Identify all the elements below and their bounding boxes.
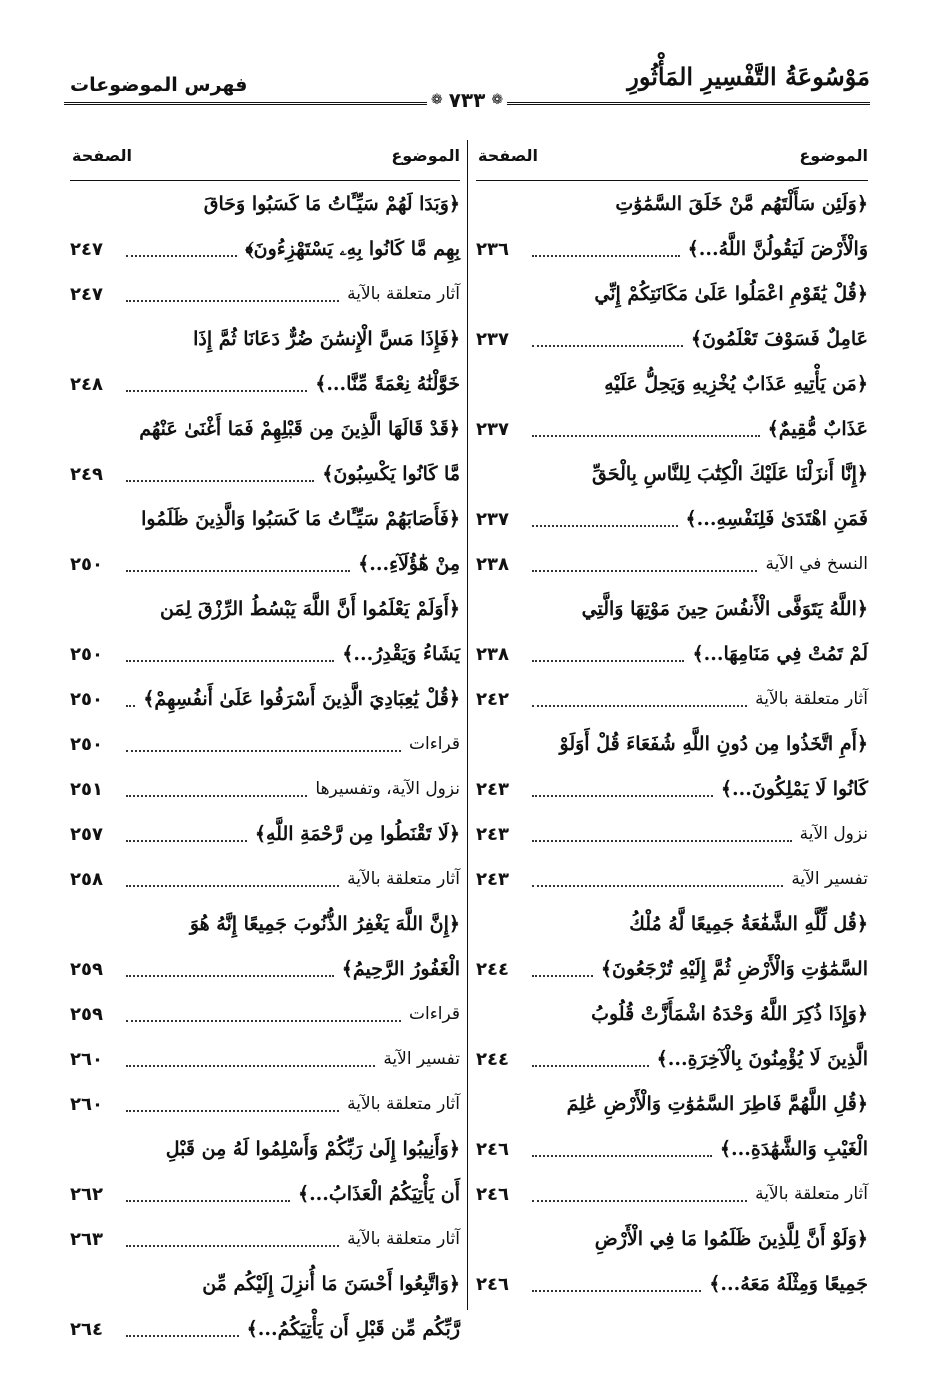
entry-topic: ﴿وَأَنِيبُوا إِلَىٰ رَبِّكُمْ وَأَسْلِمُوا لَهُ مِن قَبْلِ	[165, 1138, 460, 1160]
entry-topic: فَمَنِ اهْتَدَىٰ فَلِنَفْسِهِ...﴾	[685, 508, 868, 530]
entry-topic: نزول الآية	[799, 824, 868, 844]
leader-dots	[532, 344, 683, 347]
index-entry	[70, 362, 460, 407]
entry-page-number: ٢٥٩	[70, 959, 103, 980]
entry-topic: ﴿لَا تَقْنَطُوا مِن رَّحْمَةِ اللَّهِ﴾	[254, 823, 460, 845]
entry-topic: ﴿وَلَوْ أَنَّ لِلَّذِينَ ظَلَمُوا مَا فِي الْأَرْضِ	[594, 1228, 868, 1250]
index-entry-line	[476, 722, 868, 767]
entry-page-number: ٢٥٧	[70, 824, 103, 845]
index-entry	[70, 227, 460, 272]
entry-topic: كَانُوا لَا يَمْلِكُونَ...﴾	[720, 778, 868, 800]
entry-topic: أَن يَأْتِيَكُمُ الْعَذَابُ...﴾	[297, 1183, 460, 1205]
entry-page-number: ٢٤٧	[70, 284, 103, 305]
entry-page-number: ٢٤٩	[70, 464, 103, 485]
entry-page-number: ٢٦٢	[70, 1184, 103, 1205]
leader-dots	[126, 884, 339, 887]
entry-topic: الْغَفُورُ الرَّحِيمُ﴾	[341, 958, 460, 980]
leader-dots	[532, 569, 757, 572]
index-entry-line	[476, 1082, 868, 1127]
leader-dots	[126, 254, 237, 257]
index-entry	[70, 1217, 460, 1262]
entry-topic: آثار متعلقة بالآية	[347, 1229, 460, 1249]
index-entry	[70, 812, 460, 857]
entry-page-number: ٢٣٧	[476, 329, 509, 350]
section-title: فهرس الموضوعات	[70, 74, 248, 96]
entry-topic: مَّا كَانُوا يَكْسِبُونَ﴾	[322, 463, 460, 485]
entry-topic: ﴿وَإِذَا ذُكِرَ اللَّهُ وَحْدَهُ اشْمَأَزَّتْ قُلُوبُ	[591, 1003, 868, 1025]
index-entry	[70, 1082, 460, 1127]
index-entry	[476, 632, 868, 677]
entry-topic: ﴿قُلِ اللَّهُمَّ فَاطِرَ السَّمَٰوَٰتِ وَالْأَرْضِ عَٰلِمَ	[566, 1093, 868, 1115]
index-entry-line	[476, 182, 868, 227]
page-label: الصفحة	[478, 146, 539, 165]
right-column-header	[476, 140, 868, 181]
page-header	[64, 62, 870, 122]
entry-topic: ﴿وَاتَّبِعُوا أَحْسَنَ مَا أُنزِلَ إِلَيْكُم مِّن	[202, 1273, 460, 1295]
entry-topic: ﴿فَإِذَا مَسَّ الْإِنسَٰنَ ضُرٌّ دَعَانَا ثُمَّ إِذَا	[193, 328, 460, 350]
entry-page-number: ٢٤٧	[70, 239, 103, 260]
ornament-icon: ❁	[491, 92, 504, 108]
entry-topic: آثار متعلقة بالآية	[347, 284, 460, 304]
leader-dots	[126, 1199, 290, 1202]
index-entry	[476, 1262, 868, 1307]
entry-topic: ﴿مَن يَأْتِيهِ عَذَابٌ يُخْزِيهِ وَيَحِلُّ عَلَيْهِ	[604, 373, 868, 395]
index-entry	[70, 452, 460, 497]
entry-topic: ﴿أَوَلَمْ يَعْلَمُوا أَنَّ اللَّهَ يَبْسُطُ الرِّزْقَ لِمَن	[159, 598, 460, 620]
topic-label: الموضوع	[391, 146, 460, 165]
entry-topic: قراءات	[409, 734, 460, 754]
index-entry	[70, 767, 460, 812]
leader-dots	[126, 839, 247, 842]
entry-page-number: ٢٣٧	[476, 419, 509, 440]
entry-page-number: ٢٤٣	[476, 824, 509, 845]
index-entry	[70, 992, 460, 1037]
leader-dots	[532, 704, 747, 707]
leader-dots	[532, 1154, 712, 1157]
leader-dots	[532, 1289, 701, 1292]
entry-topic: السَّمَٰوَٰتِ وَالْأَرْضِ ثُمَّ إِلَيْهِ تُرْجَعُونَ﴾	[600, 958, 868, 980]
leader-dots	[126, 749, 401, 752]
leader-dots	[126, 1109, 339, 1112]
page-number: ٧٣٣	[448, 88, 486, 112]
entry-topic: ﴿فَأَصَابَهُمْ سَيِّـَٔاتُ مَا كَسَبُوا وَالَّذِينَ ظَلَمُوا	[141, 508, 460, 530]
column-divider	[467, 140, 468, 1310]
leader-dots	[126, 479, 314, 482]
entry-page-number: ٢٥١	[70, 779, 103, 800]
entry-page-number: ٢٥٠	[70, 644, 103, 665]
leader-dots	[126, 299, 339, 302]
entry-topic: مِنْ هَٰٓؤُلَآءِ...﴾	[358, 553, 460, 575]
entry-topic: ﴿وَلَئِن سَأَلْتَهُم مَّنْ خَلَقَ السَّمَٰوَٰتِ	[615, 193, 868, 215]
index-entry-line	[476, 992, 868, 1037]
entry-topic: يَشَاءُ وَيَقْدِرُ...﴾	[342, 643, 460, 665]
index-entry	[476, 227, 868, 272]
entry-topic: لَمْ تَمُتْ فِي مَنَامِهَا...﴾	[692, 643, 868, 665]
entry-page-number: ٢٦٤	[70, 1319, 103, 1340]
leader-dots	[126, 569, 350, 572]
entry-page-number: ٢٤٣	[476, 779, 509, 800]
index-entry	[476, 542, 868, 587]
entry-page-number: ٢٥٩	[70, 1004, 103, 1025]
entry-topic: عَامِلٌ فَسَوْفَ تَعْلَمُونَ﴾	[690, 328, 868, 350]
entry-topic: ﴿وَبَدَا لَهُمْ سَيِّـَٔاتُ مَا كَسَبُوا وَحَاقَ	[203, 193, 460, 215]
entry-page-number: ٢٣٨	[476, 644, 509, 665]
leader-dots	[532, 434, 760, 437]
index-entry-line	[70, 407, 460, 452]
entry-topic: ﴿قَدْ قَالَهَا الَّذِينَ مِن قَبْلِهِمْ فَمَا أَغْنَىٰ عَنْهُم	[139, 418, 460, 440]
index-entry	[476, 857, 868, 902]
entry-topic: آثار متعلقة بالآية	[755, 689, 868, 709]
index-entry	[70, 1307, 460, 1352]
index-entry	[70, 947, 460, 992]
entry-topic: تفسير الآية	[383, 1049, 460, 1069]
index-entry	[70, 857, 460, 902]
index-entry	[476, 677, 868, 722]
entry-page-number: ٢٤٤	[476, 959, 509, 980]
index-entry	[70, 632, 460, 677]
index-entry-line	[70, 182, 460, 227]
index-entry	[70, 677, 460, 722]
entry-page-number: ٢٥٠	[70, 554, 103, 575]
entry-topic: نزول الآية، وتفسيرها	[315, 779, 460, 799]
entry-topic: آثار متعلقة بالآية	[347, 869, 460, 889]
entry-page-number: ٢٦٠	[70, 1049, 103, 1070]
entry-topic: ﴿أَمِ اتَّخَذُوا مِن دُونِ اللَّهِ شُفَعَاءَ قُلْ أَوَلَوْ	[559, 733, 868, 755]
index-entry	[476, 767, 868, 812]
leader-dots	[532, 524, 678, 527]
leader-dots	[532, 839, 792, 842]
entry-topic: ﴿إِنَّا أَنزَلْنَا عَلَيْكَ الْكِتَٰبَ لِلنَّاسِ بِالْحَقِّ	[591, 463, 868, 485]
right-index-column	[476, 182, 868, 1307]
entry-topic: النسخ في الآية	[765, 554, 868, 574]
entry-topic: وَالْأَرْضَ لَيَقُولُنَّ اللَّهُ...﴾	[687, 238, 868, 260]
index-entry	[476, 1037, 868, 1082]
index-entry	[70, 542, 460, 587]
leader-dots	[126, 974, 334, 977]
entry-topic: ﴿قُلْ يَٰعِبَادِيَ الَّذِينَ أَسْرَفُوا عَلَىٰ أَنفُسِهِمْ﴾	[143, 688, 460, 710]
entry-topic: تفسير الآية	[791, 869, 868, 889]
entry-page-number: ٢٤٦	[476, 1274, 509, 1295]
leader-dots	[126, 794, 307, 797]
entry-topic: قراءات	[409, 1004, 460, 1024]
leader-dots	[532, 659, 684, 662]
index-entry	[476, 947, 868, 992]
entry-topic: ﴿اللَّهُ يَتَوَفَّى الْأَنفُسَ حِينَ مَوْتِهَا وَالَّتِي	[581, 598, 868, 620]
index-entry-line	[476, 1217, 868, 1262]
index-entry	[70, 722, 460, 767]
leader-dots	[532, 1199, 747, 1202]
entry-page-number: ٢٤٤	[476, 1049, 509, 1070]
entry-page-number: ٢٤٣	[476, 869, 509, 890]
entry-topic: جَمِيعًا وَمِثْلَهُ مَعَهُ...﴾	[709, 1273, 868, 1295]
entry-page-number: ٢٥٨	[70, 869, 103, 890]
left-column-header	[70, 140, 460, 181]
entry-page-number: ٢٤٢	[476, 689, 509, 710]
entry-page-number: ٢٣٨	[476, 554, 509, 575]
leader-dots	[532, 254, 680, 257]
index-entry	[476, 407, 868, 452]
entry-topic: رَّبِّكُم مِّن قَبْلِ أَن يَأْتِيَكُمُ...﴾	[246, 1318, 460, 1340]
entry-topic: ﴿إِنَّ اللَّهَ يَغْفِرُ الذُّنُوبَ جَمِيعًا إِنَّهُ هُوَ	[189, 913, 460, 935]
leader-dots	[126, 389, 307, 392]
index-entry-line	[70, 902, 460, 947]
entry-topic: بِهِم مَّا كَانُوا بِهِۦ يَسْتَهْزِءُونَ﴾	[245, 238, 460, 260]
entry-topic: عَذَابٌ مُّقِيمٌ﴾	[767, 418, 868, 440]
entry-topic: الْغَيْبِ وَالشَّهَٰدَةِ...﴾	[719, 1138, 868, 1160]
index-entry-line	[70, 587, 460, 632]
entry-page-number: ٢٦٠	[70, 1094, 103, 1115]
leader-dots	[532, 794, 713, 797]
index-entry	[476, 812, 868, 857]
entry-page-number: ٢٤٨	[70, 374, 103, 395]
leader-dots	[532, 1064, 649, 1067]
leader-dots	[126, 1019, 401, 1022]
left-index-column	[70, 182, 460, 1352]
index-entry	[476, 1127, 868, 1172]
page-number-block	[427, 88, 507, 112]
leader-dots	[532, 974, 593, 977]
index-entry-line	[70, 1262, 460, 1307]
index-entry-line	[70, 1127, 460, 1172]
index-entry	[70, 1037, 460, 1082]
entry-topic: خَوَّلْنَٰهُ نِعْمَةً مِّنَّا...﴾	[315, 373, 460, 395]
entry-page-number: ٢٣٧	[476, 509, 509, 530]
index-entry	[70, 1172, 460, 1217]
index-entry	[476, 1172, 868, 1217]
entry-topic: آثار متعلقة بالآية	[755, 1184, 868, 1204]
index-entry	[476, 497, 868, 542]
index-entry-line	[476, 362, 868, 407]
entry-page-number: ٢٤٦	[476, 1139, 509, 1160]
leader-dots	[532, 884, 783, 887]
entry-page-number: ٢٣٦	[476, 239, 509, 260]
leader-dots	[126, 1064, 375, 1067]
page-label: الصفحة	[72, 146, 133, 165]
entry-topic: ﴿قُل لِّلَّهِ الشَّفَٰعَةُ جَمِيعًا لَّهُ مُلْكُ	[629, 913, 868, 935]
entry-page-number: ٢٦٣	[70, 1229, 103, 1250]
leader-dots	[126, 704, 135, 707]
entry-topic: ﴿قُلْ يَٰقَوْمِ اعْمَلُوا عَلَىٰ مَكَانَتِكُمْ إِنِّي	[594, 283, 868, 305]
index-entry-line	[70, 497, 460, 542]
leader-dots	[126, 659, 334, 662]
index-entry-line	[476, 902, 868, 947]
index-entry	[70, 272, 460, 317]
encyclopedia-title: مَوْسُوعَةُ التَّفْسِيرِ المَأْثُورِ	[627, 62, 870, 91]
entry-topic: الَّذِينَ لَا يُؤْمِنُونَ بِالْآخِرَةِ...﴾	[656, 1048, 868, 1070]
entry-page-number: ٢٤٦	[476, 1184, 509, 1205]
entry-page-number: ٢٥٠	[70, 689, 103, 710]
leader-dots	[126, 1334, 239, 1337]
topic-label: الموضوع	[799, 146, 868, 165]
index-entry-line	[476, 452, 868, 497]
index-entry-line	[70, 317, 460, 362]
entry-topic: آثار متعلقة بالآية	[347, 1094, 460, 1114]
leader-dots	[126, 1244, 339, 1247]
entry-page-number: ٢٥٠	[70, 734, 103, 755]
ornament-icon: ❁	[430, 92, 443, 108]
index-entry-line	[476, 587, 868, 632]
index-entry-line	[476, 272, 868, 317]
index-entry	[476, 317, 868, 362]
